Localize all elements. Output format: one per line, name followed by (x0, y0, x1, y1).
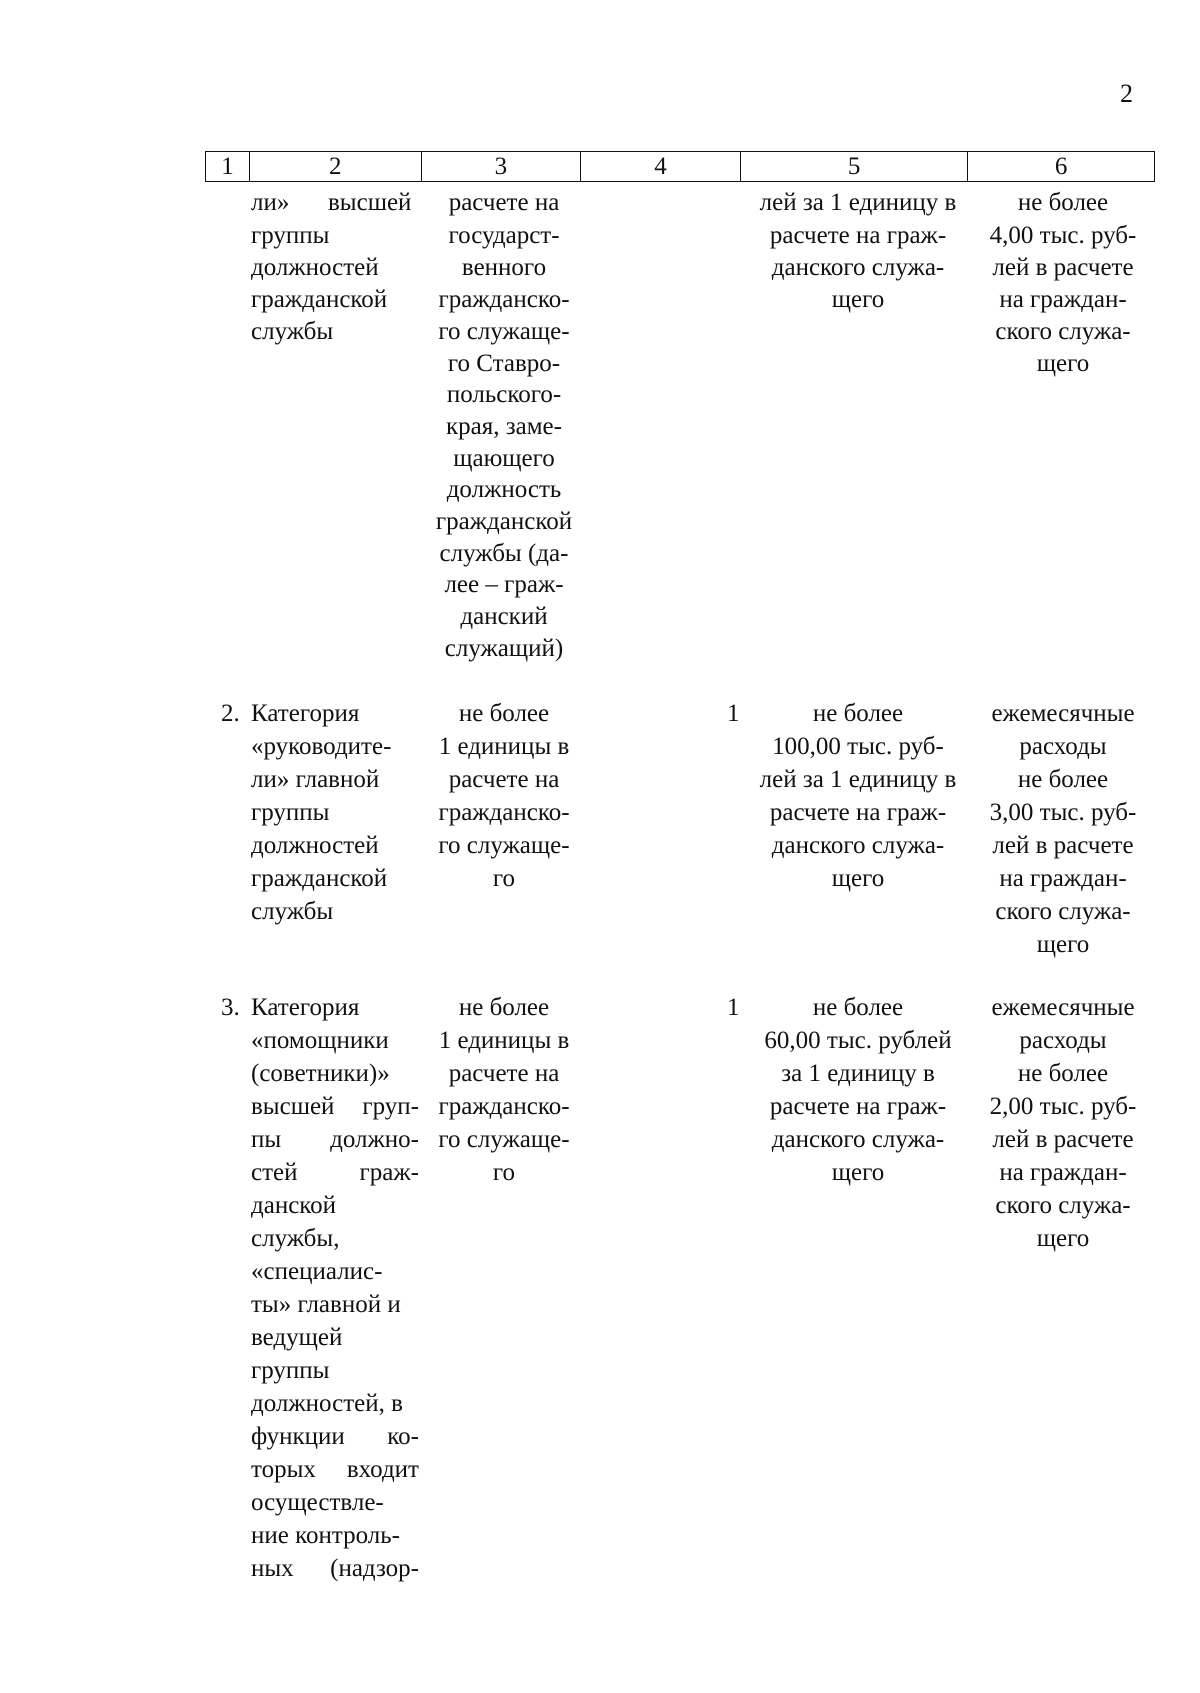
row-category-line: функции ко- (251, 1423, 419, 1450)
cont-col3-line: го Ставро- (447, 350, 561, 377)
cont-col3-line: лее – граж- (444, 571, 564, 598)
row-category-line: торых входит (251, 1456, 419, 1483)
row-col6-line: расходы (1019, 1027, 1107, 1054)
cont-col3-line: государст- (448, 222, 560, 249)
row-col3-line: го служаще- (438, 1126, 570, 1153)
row-category-line: Категория (251, 994, 360, 1021)
cont-col3-line: края, заме- (446, 413, 562, 440)
cont-col2-line: гражданской (251, 286, 388, 313)
row-col5-line: не более (812, 700, 904, 727)
row-col5-line: данского служа- (771, 832, 945, 859)
row-category-line: должностей, в (251, 1390, 403, 1417)
cont-col2-line: службы (251, 318, 334, 345)
row-category-line: ных (надзор- (251, 1555, 419, 1582)
row-category-line: гражданской (251, 865, 388, 892)
row-col6-line: щего (1036, 931, 1090, 958)
cont-col3-line: гражданско- (438, 286, 570, 313)
cont-col5-line: данского служа- (771, 254, 945, 281)
row-category-line: «руководите- (251, 733, 392, 760)
row-col6-line: ежемесячные (991, 700, 1135, 727)
row-col5-line: за 1 единицу в (781, 1060, 935, 1087)
row-col3-line: 1 единицы в (438, 733, 570, 760)
cont-col2-line: высшей (328, 189, 412, 216)
row-col6-line: не более (1017, 1060, 1109, 1087)
cont-col3-line: службы (да- (439, 540, 569, 567)
row-col6-line: 2,00 тыс. руб- (989, 1093, 1137, 1120)
row-col3-line: 1 единицы в (438, 1027, 570, 1054)
cont-col6-line: ского служа- (995, 318, 1131, 345)
row-col3-line: го (492, 1159, 516, 1186)
page-number: 2 (1120, 79, 1133, 108)
row-category-line: должностей (251, 832, 379, 859)
cont-col2-line: ли» (251, 189, 290, 216)
row-category-line: «специалис- (251, 1258, 383, 1285)
cont-col2-line: группы (251, 222, 330, 249)
row-col6-line: на граждан- (999, 865, 1127, 892)
row-category-line: ведущей (251, 1324, 343, 1351)
row-col6-line: ежемесячные (991, 994, 1135, 1021)
table-header-row (205, 151, 1155, 182)
row-col6-line: не более (1017, 766, 1109, 793)
cont-col3-line: польского- (446, 381, 562, 408)
header-cell-4: 4 (581, 152, 741, 181)
row-category-line: высшей груп- (251, 1093, 419, 1120)
header-cell-5: 5 (741, 152, 969, 181)
row-col4-value: 1 (727, 700, 740, 727)
cont-col3-line: данский (460, 603, 548, 630)
row-category-line: ли» главной (251, 766, 380, 793)
row-category-line: группы (251, 799, 330, 826)
row-col3-line: расчете на (448, 1060, 560, 1087)
cont-col3-line: должность (446, 476, 562, 503)
row-category-line: ние контроль- (251, 1522, 400, 1549)
row-col6-line: расходы (1019, 733, 1107, 760)
cont-col6-line: 4,00 тыс. руб- (989, 222, 1137, 249)
row-col5-line: лей за 1 единицу в (759, 766, 957, 793)
row-col3-line: не более (458, 700, 550, 727)
row-number: 3. (221, 994, 240, 1021)
cont-col3-line: венного (461, 254, 547, 281)
row-category-line: ты» главной и (251, 1291, 401, 1318)
row-col6-line: лей в расчете (992, 1126, 1134, 1153)
cont-col5-line: щего (831, 286, 885, 313)
row-col6-line: 3,00 тыс. руб- (989, 799, 1137, 826)
cont-col6-line: на граждан- (999, 286, 1127, 313)
row-col5-line: 60,00 тыс. рублей (764, 1027, 952, 1054)
row-category-line: данской (251, 1192, 337, 1219)
cont-col2-line: должностей (251, 254, 379, 281)
cont-col6-line: лей в расчете (992, 254, 1134, 281)
cont-col6-line: щего (1036, 350, 1090, 377)
row-col3-line: расчете на (448, 766, 560, 793)
row-number: 2. (221, 700, 240, 727)
row-col6-line: лей в расчете (992, 832, 1134, 859)
row-col3-line: гражданско- (438, 1093, 570, 1120)
cont-col5-line: расчете на граж- (769, 222, 947, 249)
row-category-line: пы должно- (251, 1126, 419, 1153)
header-cell-3: 3 (422, 152, 582, 181)
row-category-line: группы (251, 1357, 330, 1384)
row-category-line: службы, (251, 1225, 340, 1252)
row-category-line: осуществле- (251, 1489, 384, 1516)
row-category-line: «помощники (251, 1027, 389, 1054)
row-col4-value: 1 (727, 994, 740, 1021)
row-col5-line: данского служа- (771, 1126, 945, 1153)
row-category-line: Категория (251, 700, 360, 727)
row-col3-line: го (492, 865, 516, 892)
row-col3-line: гражданско- (438, 799, 570, 826)
row-col5-line: щего (831, 1159, 885, 1186)
row-category-line: стей граж- (251, 1159, 419, 1186)
row-col5-line: 100,00 тыс. руб- (772, 733, 944, 760)
cont-col5-line: лей за 1 единицу в (759, 189, 957, 216)
row-category-line: (советники)» (251, 1060, 390, 1087)
header-cell-6: 6 (1054, 152, 1068, 180)
row-category-line: службы (251, 898, 334, 925)
row-col3-line: не более (458, 994, 550, 1021)
header-cell-2: 2 (250, 152, 422, 181)
row-col6-line: щего (1036, 1225, 1090, 1252)
cont-col6-line: не более (1017, 189, 1109, 216)
row-col3-line: го служаще- (438, 832, 570, 859)
cont-col3-line: го служаще- (438, 318, 570, 345)
header-cell-1: 1 (206, 152, 250, 181)
row-col6-line: ского служа- (995, 898, 1131, 925)
cont-col3-line: щающего (453, 445, 555, 472)
cont-col3-line: расчете на (448, 189, 560, 216)
cont-col3-line: гражданской (435, 508, 573, 535)
row-col6-line: на граждан- (999, 1159, 1127, 1186)
cont-col3-line: служащий) (444, 635, 564, 662)
row-col5-line: расчете на граж- (769, 799, 947, 826)
row-col5-line: не более (812, 994, 904, 1021)
row-col5-line: щего (831, 865, 885, 892)
row-col6-line: ского служа- (995, 1192, 1131, 1219)
row-col5-line: расчете на граж- (769, 1093, 947, 1120)
